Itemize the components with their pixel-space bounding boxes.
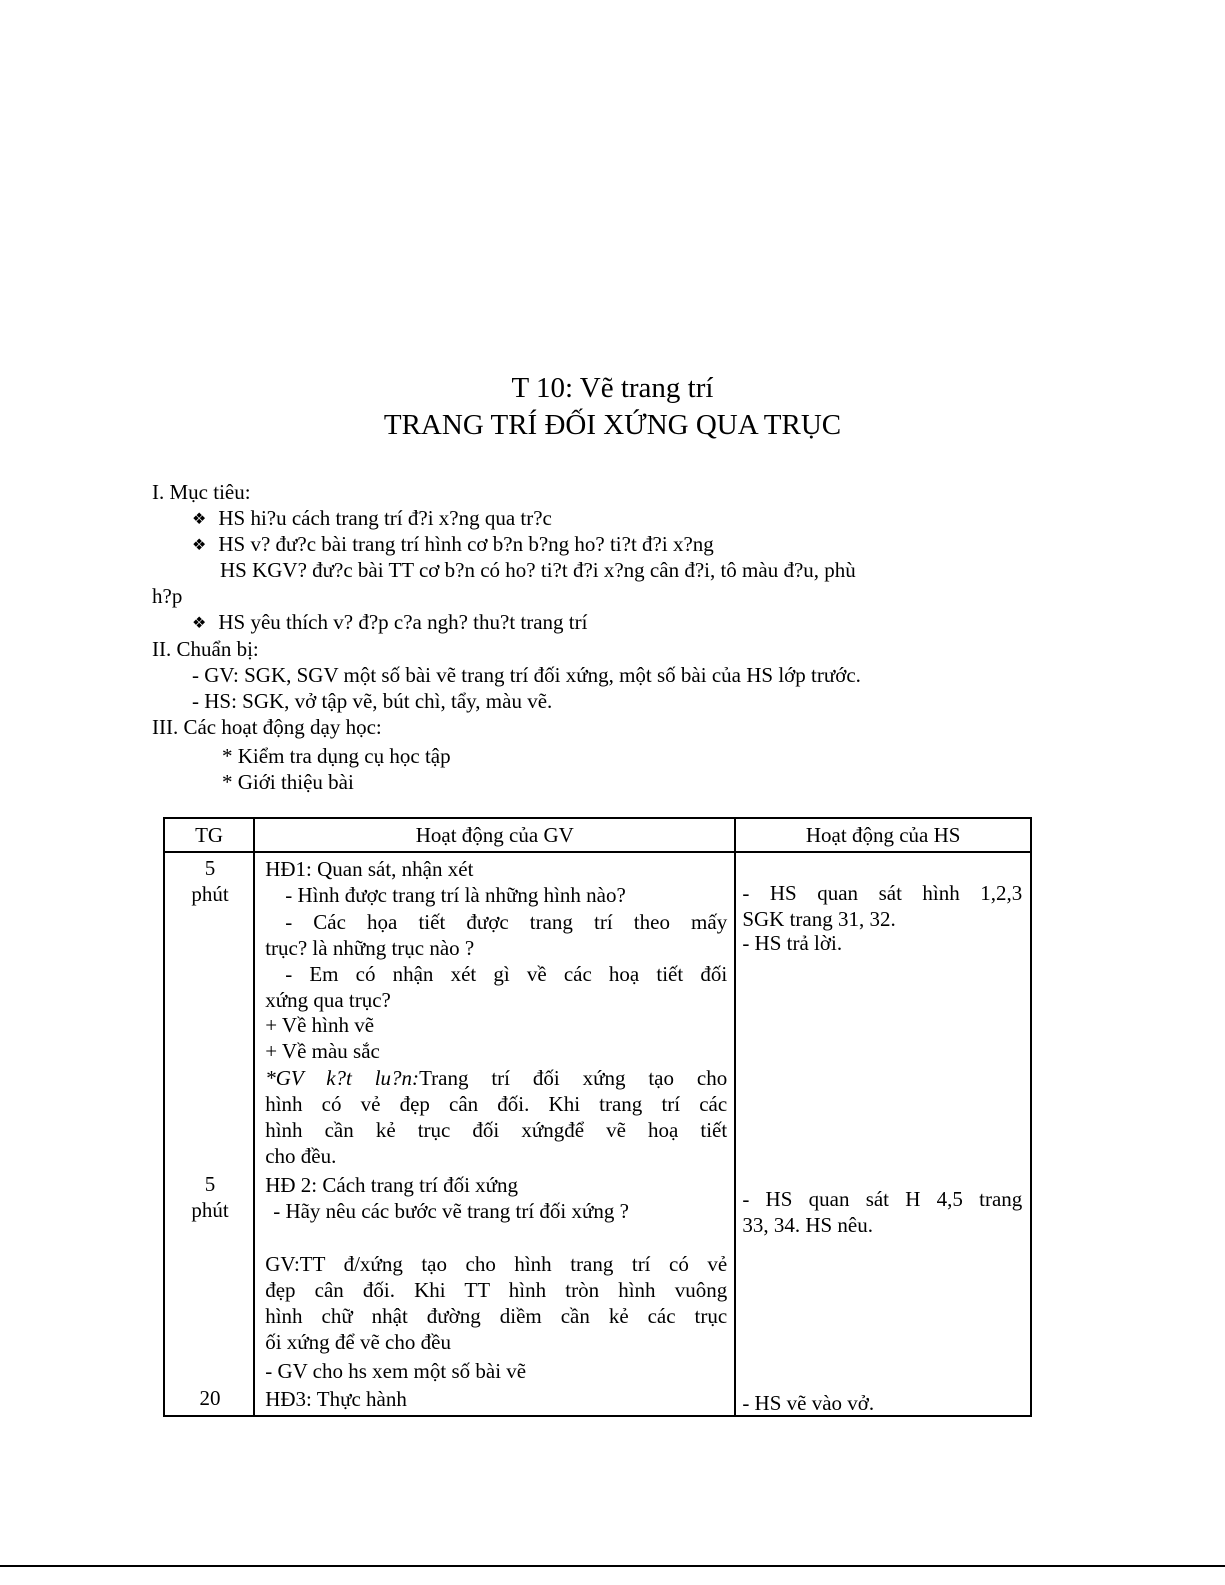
table-header-time: TG (164, 818, 254, 852)
page-bottom-rule (0, 1565, 1225, 1567)
objective-bullet-1 (192, 506, 552, 533)
summary-line-3: hình chữ nhật đường diềm cần kẻ các trục (265, 1304, 728, 1328)
objective-text-3: HS yêu thích v? đ?p c?a ngh? thu?t trang trí (218, 610, 588, 634)
time-value: 20 (199, 1386, 221, 1410)
question-3-line-2: xứng qua trục? (265, 988, 391, 1012)
point-shape: + Về hình vẽ (265, 1013, 375, 1037)
conclusion-line-3: hình cần kẻ trục đối xứngđể vẽ hoạ tiết (265, 1118, 728, 1142)
student-response-4: - HS vẽ vào vở. (742, 1391, 875, 1415)
time-unit: phút (191, 1198, 229, 1222)
time-unit: phút (191, 882, 229, 906)
time-value: 5 (204, 856, 216, 880)
section-heading-activities: III. Các hoạt động dạy học: (152, 715, 382, 739)
section-heading-preparation: II. Chuẩn bị: (152, 637, 259, 661)
student-response-1-line-2: SGK trang 31, 32. (742, 907, 896, 931)
objective-text-2: HS v? đư?c bài trang trí hình cơ b?n b?ng ho? ti?t đ?i x?ng (218, 532, 714, 556)
teacher-conclusion (265, 1065, 727, 1169)
conclusion-line-2: hình có vẻ đẹp cân đối. Khi trang trí các (265, 1092, 728, 1116)
preparation-teacher: - GV: SGK, SGV một số bài vẽ trang trí đối xứng, một số bài của HS lớp trước. (192, 663, 861, 687)
question-2-line-1: - Các họa tiết được trang trí theo mấy (285, 910, 728, 934)
objective-bullet-3 (192, 610, 587, 637)
point-color: + Về màu sắc (265, 1039, 380, 1063)
student-response-3 (742, 1187, 1022, 1211)
table-cell-student (735, 852, 1031, 1416)
diamond-bullet-icon (192, 532, 218, 556)
question-4: - Hãy nêu các bước vẽ trang trí đối xứng ? (273, 1199, 629, 1223)
conclusion-line-1: Trang trí đối xứng tạo cho (419, 1066, 728, 1090)
conclusion-line-4: cho đều. (265, 1144, 337, 1168)
student-response-1-line-1: - HS quan sát hình 1,2,3 (742, 881, 1023, 905)
student-response-3-line-2: 33, 34. HS nêu. (742, 1213, 873, 1237)
diamond-bullet-icon (192, 610, 218, 634)
table-header-student: Hoạt động của HS (735, 818, 1031, 852)
student-response-1 (742, 881, 1022, 905)
table-cell-time (164, 852, 254, 1416)
student-response-2: - HS trả lời. (742, 931, 843, 955)
summary-line-4: ối xứng để vẽ cho đều (265, 1330, 451, 1354)
diamond-bullet-icon (192, 506, 218, 530)
activity-check-tools: * Kiểm tra dụng cụ học tập (222, 744, 451, 768)
preparation-students: - HS: SGK, vở tập vẽ, bút chì, tẩy, màu vẽ. (192, 689, 553, 713)
objective-bullet-2 (192, 532, 714, 559)
lesson-activity-table (163, 817, 1032, 1417)
activity-2-heading: HĐ 2: Cách trang trí đối xứng (265, 1173, 519, 1197)
section-heading-objectives: I. Mục tiêu: (152, 480, 251, 504)
question-2 (265, 909, 727, 961)
summary-line-2: đẹp cân đối. Khi TT hình tròn hình vuông (265, 1278, 728, 1302)
time-value: 5 (204, 1172, 216, 1196)
summary-line-1: GV:TT đ/xứng tạo cho hình trang trí có vẻ (265, 1252, 728, 1276)
lesson-subtitle: TRANG TRÍ ĐỐI XỨNG QUA TRỤC (383, 409, 842, 441)
activity-1-heading: HĐ1: Quan sát, nhận xét (265, 857, 474, 881)
activity-3-heading: HĐ3: Thực hành (265, 1387, 407, 1411)
objective-text-1: HS hi?u cách trang trí đ?i x?ng qua tr?c (218, 506, 552, 530)
student-response-3-line-1: - HS quan sát H 4,5 trang (742, 1187, 1023, 1211)
table-header-teacher: Hoạt động của GV (254, 818, 735, 852)
question-3 (265, 961, 727, 1013)
question-1: - Hình được trang trí là những hình nào? (285, 883, 626, 907)
conclusion-label: *GV k?t lu?n: (265, 1066, 420, 1090)
question-3-line-1: - Em có nhận xét gì về các hoạ tiết đối (285, 962, 728, 986)
teacher-show-examples: - GV cho hs xem một số bài vẽ (265, 1359, 527, 1383)
objective-extra-line-2: h?p (152, 584, 183, 608)
activity-introduction: * Giới thiệu bài (222, 770, 354, 794)
objective-extra-line-1: HS KGV? đư?c bài TT cơ b?n có ho? ti?t đ?i x?ng cân đ?i, tô màu đ?u, phù (220, 558, 856, 582)
lesson-title: T 10: Vẽ trang trí (511, 372, 714, 404)
question-2-line-2: trục? là những trục nào ? (265, 936, 475, 960)
table-cell-teacher (254, 852, 735, 1416)
teacher-summary (265, 1251, 727, 1355)
